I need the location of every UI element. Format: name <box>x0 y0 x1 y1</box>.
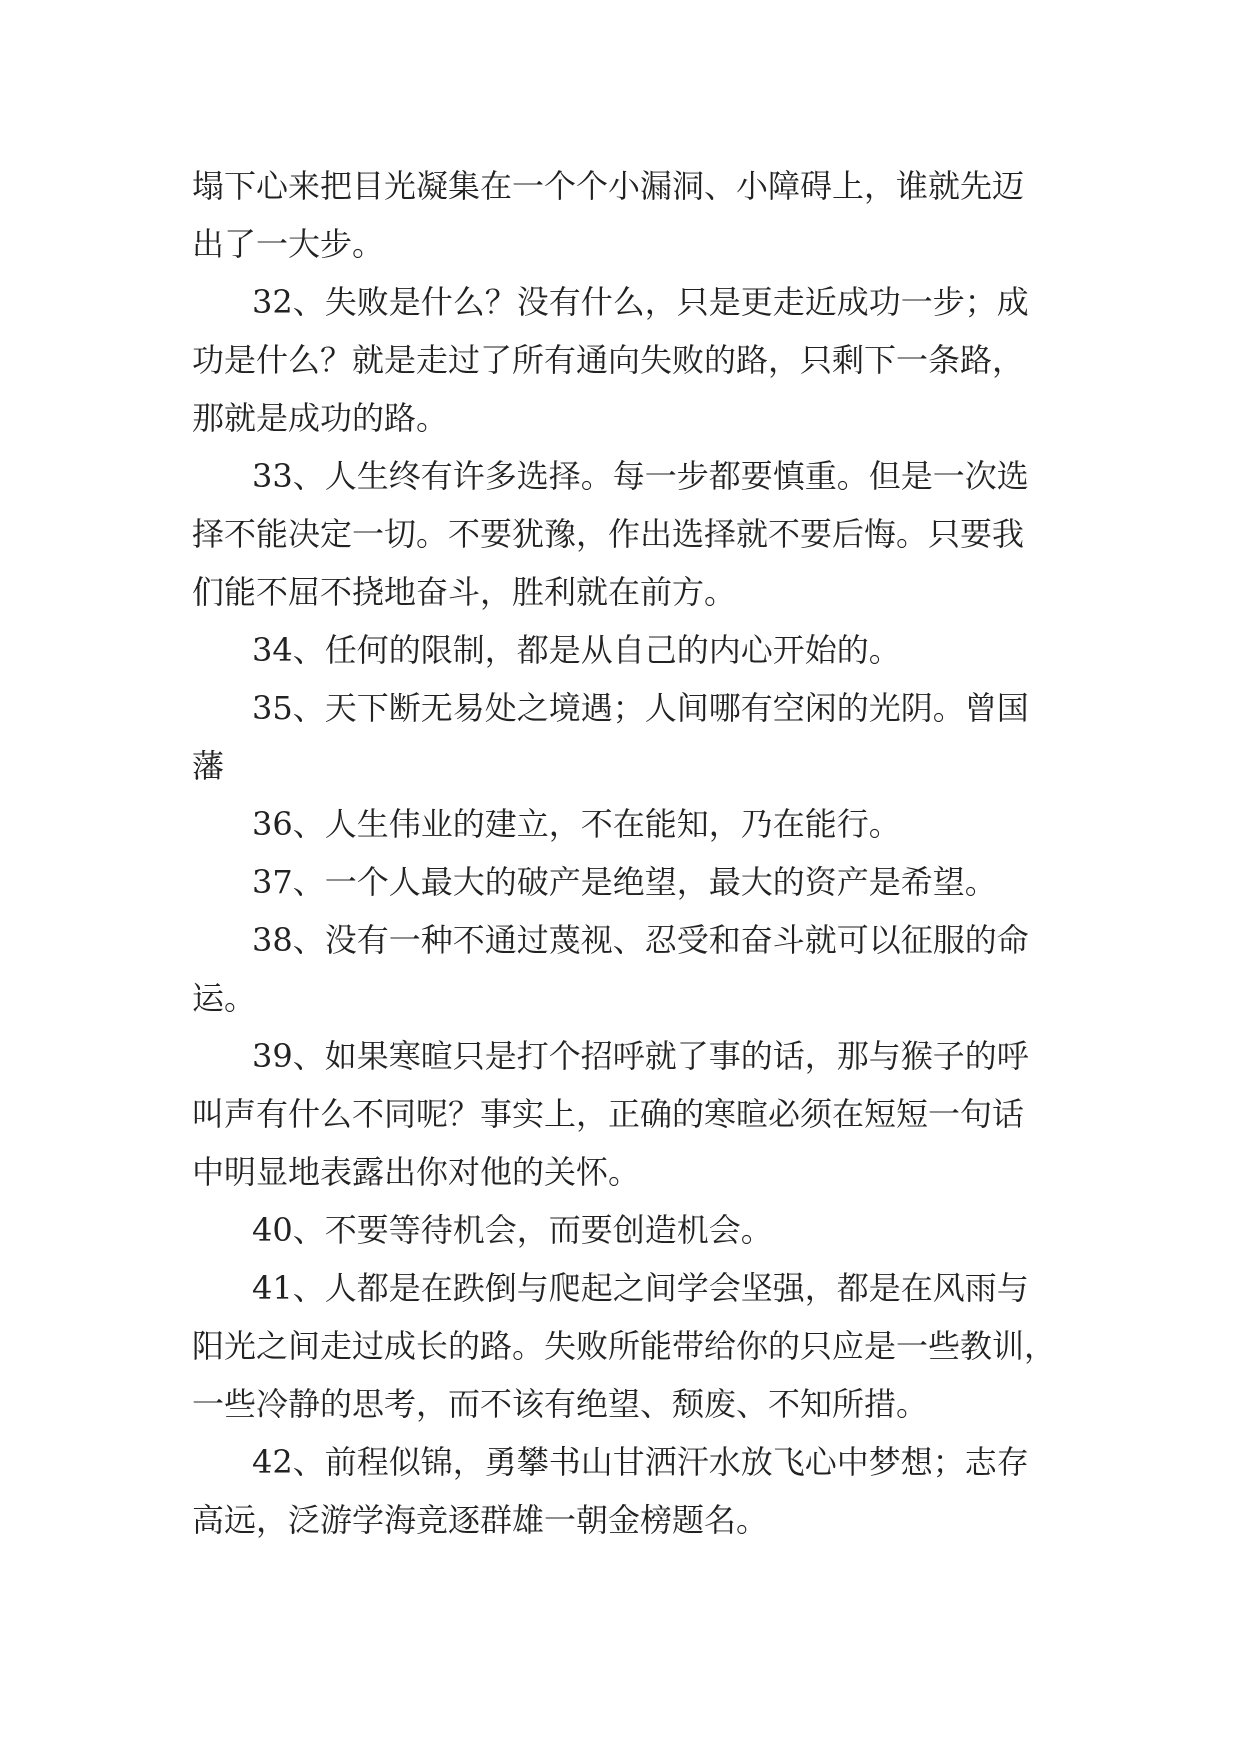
text-line: 42、前程似锦，勇攀书山甘洒汗水放飞心中梦想；志存 <box>252 1443 1029 1481</box>
text-line: 中明显地表露出你对他的关怀。 <box>192 1153 641 1191</box>
text-line: 41、人都是在跌倒与爬起之间学会坚强，都是在风雨与 <box>252 1269 1029 1307</box>
text-line: 38、没有一种不通过蔑视、忍受和奋斗就可以征服的命 <box>252 921 1029 959</box>
text-line: 功是什么？就是走过了所有通向失败的路，只剩下一条路， <box>192 341 1025 379</box>
text-line: 择不能决定一切。不要犹豫，作出选择就不要后悔。只要我 <box>192 515 1025 553</box>
text-line: 34、任何的限制，都是从自己的内心开始的。 <box>252 631 901 669</box>
text-line: 36、人生伟业的建立，不在能知，乃在能行。 <box>252 805 901 843</box>
text-line: 藩 <box>192 747 225 785</box>
text-line: 33、人生终有许多选择。每一步都要慎重。但是一次选 <box>252 457 1029 495</box>
text-line: 运。 <box>192 979 257 1017</box>
text-line: 35、天下断无易处之境遇；人间哪有空闲的光阴。曾国 <box>252 689 1029 727</box>
text-line: 40、不要等待机会，而要创造机会。 <box>252 1211 773 1249</box>
text-line: 叫声有什么不同呢？事实上，正确的寒暄必须在短短一句话 <box>192 1095 1025 1133</box>
text-line: 出了一大步。 <box>192 225 385 263</box>
text-line: 一些冷静的思考，而不该有绝望、颓废、不知所措。 <box>192 1385 929 1423</box>
text-line: 那就是成功的路。 <box>192 399 449 437</box>
text-line: 37、一个人最大的破产是绝望，最大的资产是希望。 <box>252 863 997 901</box>
text-line: 塌下心来把目光凝集在一个个小漏洞、小障碍上，谁就先迈 <box>192 167 1025 205</box>
text-line: 阳光之间走过成长的路。失败所能带给你的只应是一些教训， <box>192 1327 1057 1365</box>
text-line: 高远，泛游学海竞逐群雄一朝金榜题名。 <box>192 1501 769 1539</box>
text-line: 39、如果寒暄只是打个招呼就了事的话，那与猴子的呼 <box>252 1037 1029 1075</box>
text-line: 们能不屈不挠地奋斗，胜利就在前方。 <box>192 573 737 611</box>
text-line: 32、失败是什么？没有什么，只是更走近成功一步；成 <box>252 283 1029 321</box>
